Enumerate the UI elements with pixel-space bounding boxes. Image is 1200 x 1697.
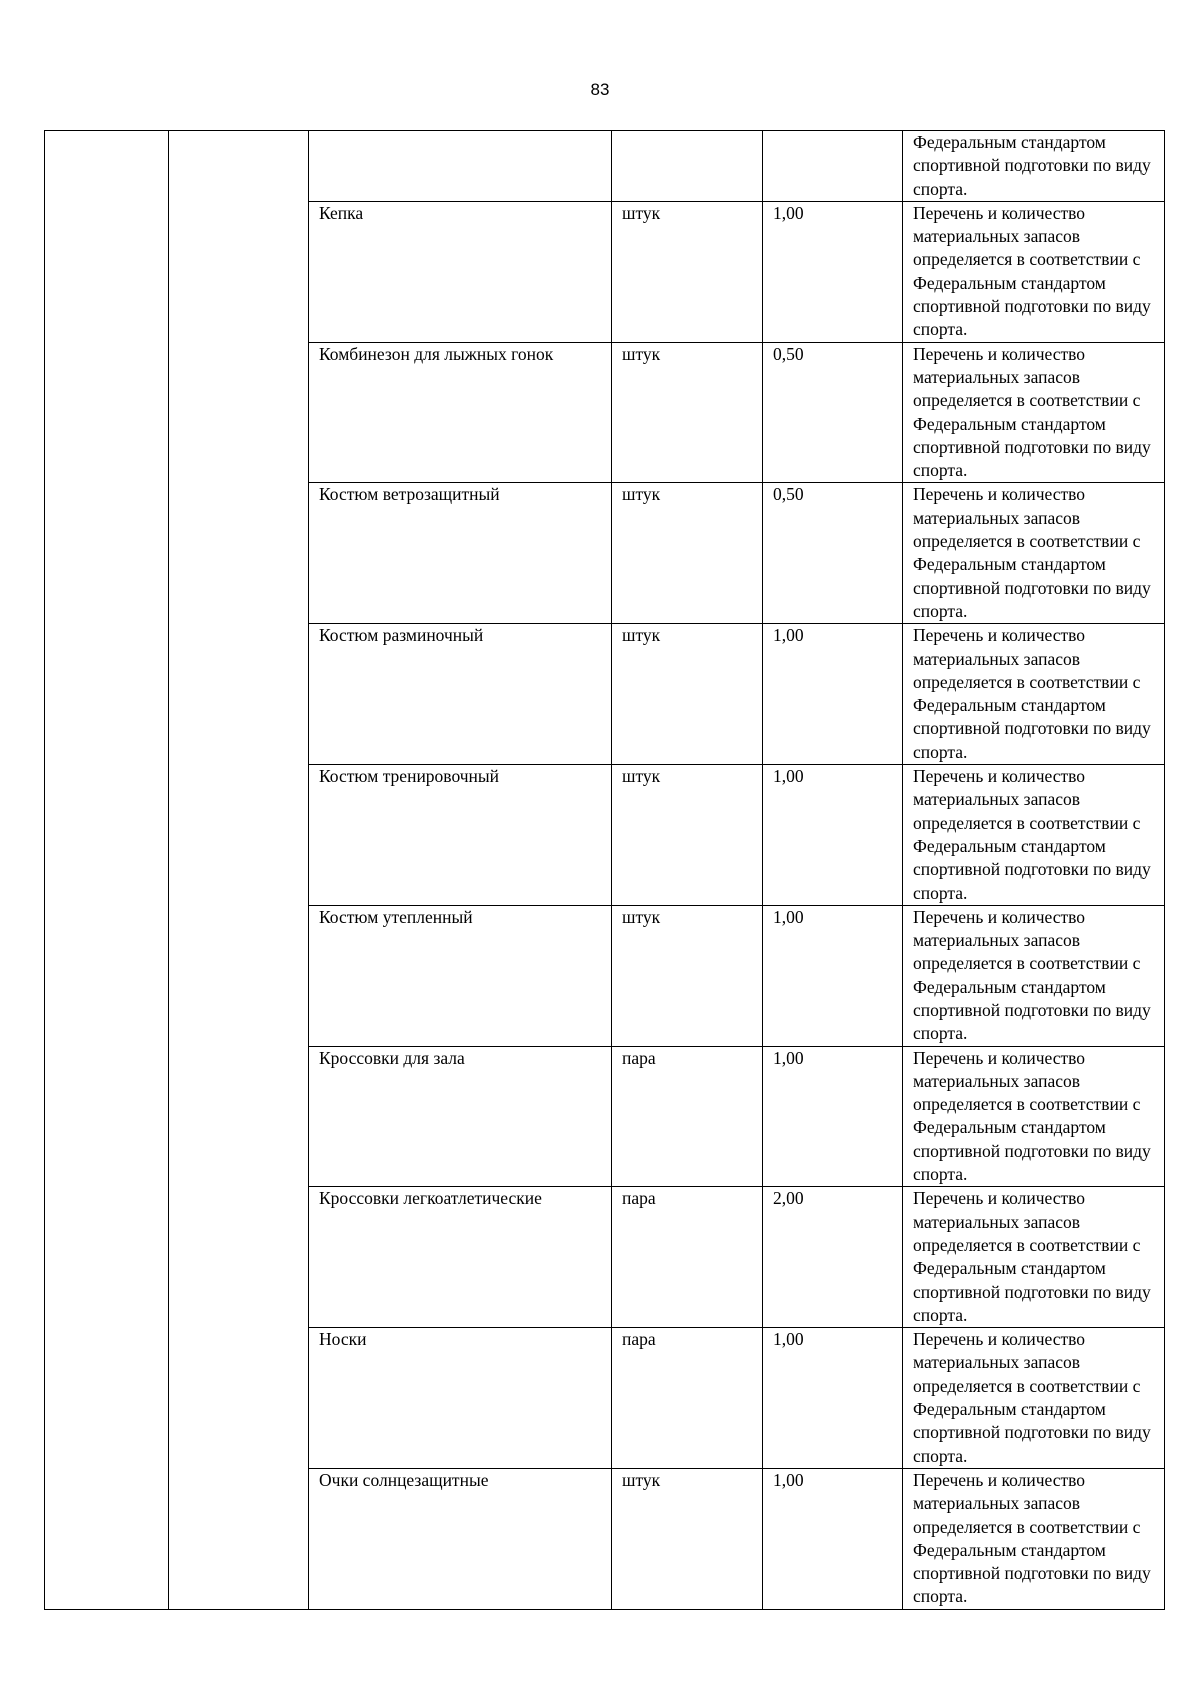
merged-cell-col2 (169, 131, 309, 1610)
note-cell: Перечень и количество материальных запасов определяется в соответствии с Федеральным стандартом спортивной подготовки по виду спорта. (903, 483, 1165, 624)
item-name-cell: Костюм утепленный (309, 905, 612, 1046)
note-cell: Перечень и количество материальных запасов определяется в соответствии с Федеральным стандартом спортивной подготовки по виду спорта. (903, 624, 1165, 765)
quantity-cell: 1,00 (763, 765, 903, 906)
unit-cell: пара (612, 1187, 763, 1328)
quantity-cell: 1,00 (763, 1328, 903, 1469)
quantity-cell: 1,00 (763, 201, 903, 342)
item-name-cell: Кепка (309, 201, 612, 342)
note-cell: Перечень и количество материальных запасов определяется в соответствии с Федеральным стандартом спортивной подготовки по виду спорта. (903, 765, 1165, 906)
note-cell: Федеральным стандартом спортивной подготовки по виду спорта. (903, 131, 1165, 202)
quantity-cell (763, 131, 903, 202)
unit-cell: штук (612, 765, 763, 906)
note-cell: Перечень и количество материальных запасов определяется в соответствии с Федеральным стандартом спортивной подготовки по виду спорта. (903, 342, 1165, 483)
item-name-cell: Носки (309, 1328, 612, 1469)
unit-cell: штук (612, 624, 763, 765)
quantity-cell: 2,00 (763, 1187, 903, 1328)
unit-cell: пара (612, 1046, 763, 1187)
item-name-cell: Кроссовки для зала (309, 1046, 612, 1187)
unit-cell: штук (612, 905, 763, 1046)
item-name-cell (309, 131, 612, 202)
unit-cell: штук (612, 342, 763, 483)
unit-cell (612, 131, 763, 202)
materials-table (44, 130, 1165, 1610)
item-name-cell: Костюм ветрозащитный (309, 483, 612, 624)
unit-cell: штук (612, 1468, 763, 1609)
quantity-cell: 0,50 (763, 342, 903, 483)
quantity-cell: 1,00 (763, 624, 903, 765)
page-number: 83 (590, 80, 610, 99)
note-cell: Перечень и количество материальных запасов определяется в соответствии с Федеральным стандартом спортивной подготовки по виду спорта. (903, 1328, 1165, 1469)
quantity-cell: 1,00 (763, 1468, 903, 1609)
item-name-cell: Костюм тренировочный (309, 765, 612, 906)
item-name-cell: Комбинезон для лыжных гонок (309, 342, 612, 483)
note-cell: Перечень и количество материальных запасов определяется в соответствии с Федеральным стандартом спортивной подготовки по виду спорта. (903, 1468, 1165, 1609)
unit-cell: штук (612, 483, 763, 624)
merged-cell-col1 (45, 131, 169, 1610)
unit-cell: штук (612, 201, 763, 342)
item-name-cell: Очки солнцезащитные (309, 1468, 612, 1609)
item-name-cell: Костюм разминочный (309, 624, 612, 765)
item-name-cell: Кроссовки легкоатлетические (309, 1187, 612, 1328)
note-cell: Перечень и количество материальных запасов определяется в соответствии с Федеральным стандартом спортивной подготовки по виду спорта. (903, 905, 1165, 1046)
quantity-cell: 0,50 (763, 483, 903, 624)
note-cell: Перечень и количество материальных запасов определяется в соответствии с Федеральным стандартом спортивной подготовки по виду спорта. (903, 201, 1165, 342)
quantity-cell: 1,00 (763, 905, 903, 1046)
table-row-continued (45, 131, 1165, 202)
note-cell: Перечень и количество материальных запасов определяется в соответствии с Федеральным стандартом спортивной подготовки по виду спорта. (903, 1046, 1165, 1187)
quantity-cell: 1,00 (763, 1046, 903, 1187)
unit-cell: пара (612, 1328, 763, 1469)
note-cell: Перечень и количество материальных запасов определяется в соответствии с Федеральным стандартом спортивной подготовки по виду спорта. (903, 1187, 1165, 1328)
